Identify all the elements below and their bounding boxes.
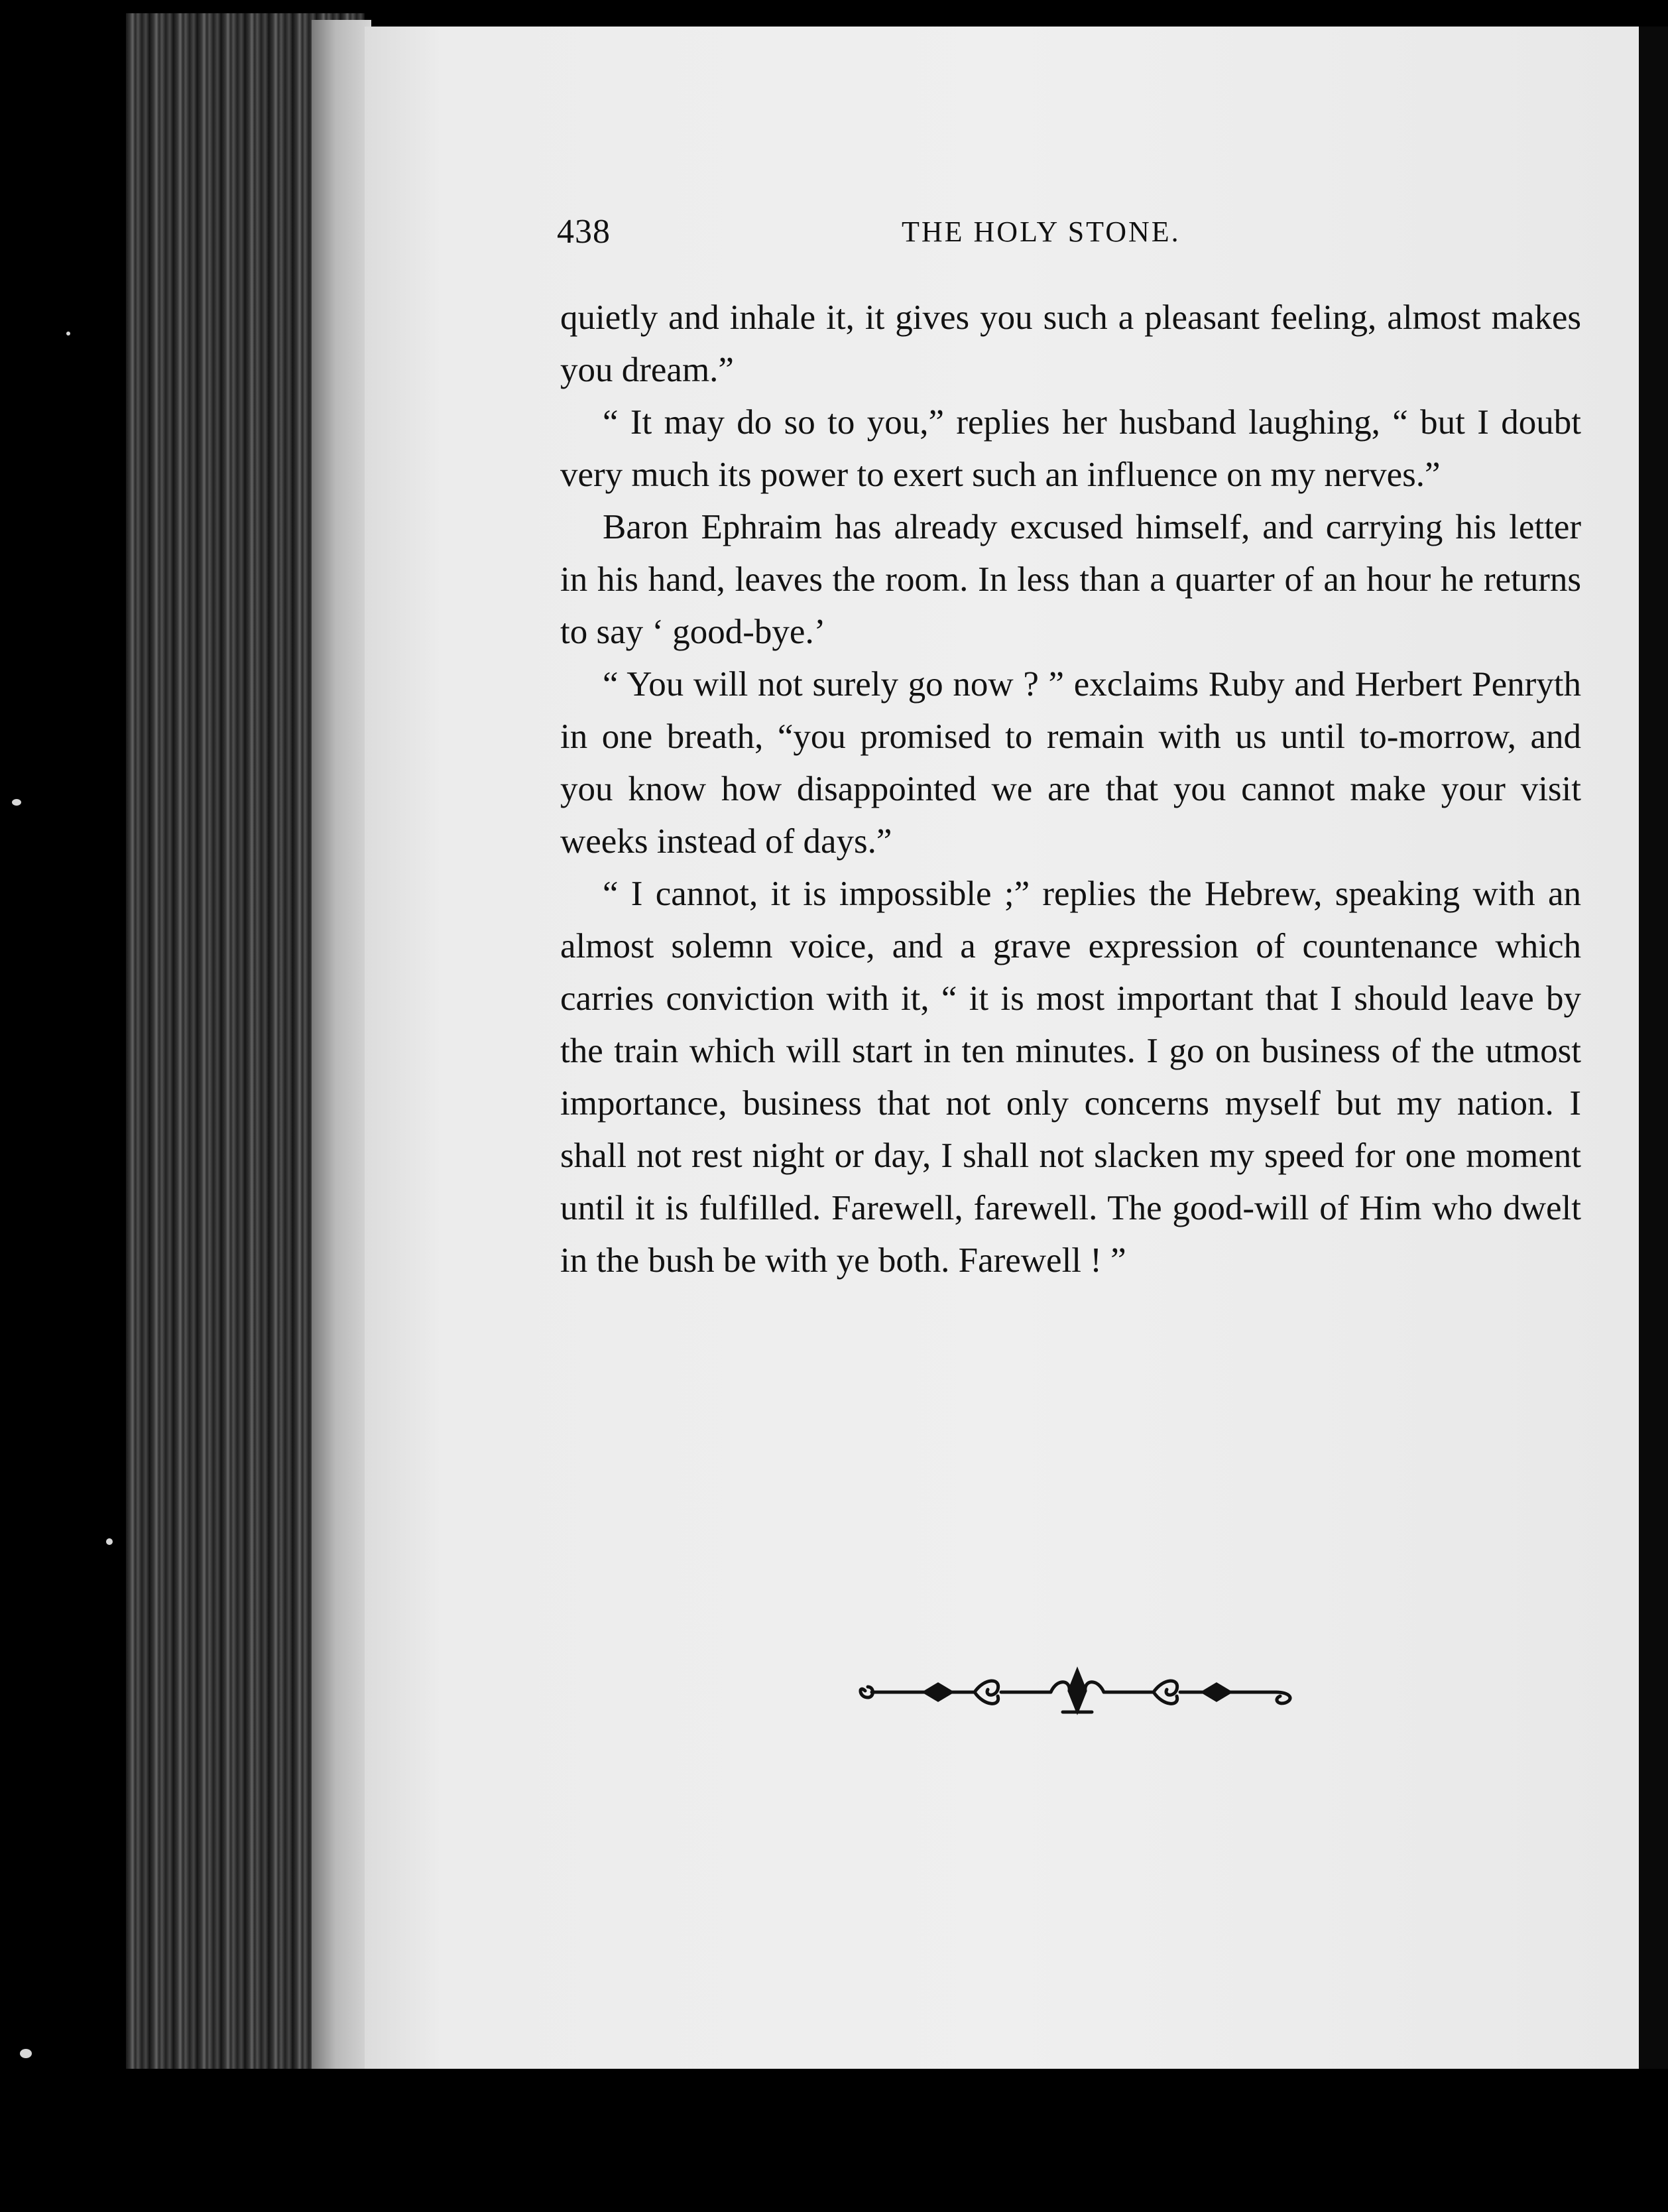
running-head	[557, 212, 1273, 265]
paragraph: “ It may do so to you,” replies her husband laughing, “ but I doubt very much its power to exert such an influence on my nerves.”	[560, 403, 1581, 494]
dust-speck	[12, 799, 21, 806]
paragraph: “ You will not surely go now ? ” exclaims Ruby and Herbert Penryth in one breath, “you promised to remain with us until to-morrow, and you know how disappointed we are that you cannot make your visit weeks instead of days.”	[560, 665, 1581, 861]
right-page-edge	[1639, 27, 1668, 2069]
page-number: 438	[557, 213, 611, 251]
tailpiece-ornament-icon	[852, 1658, 1303, 1724]
paragraph: “ I cannot, it is impossible ;” replies the Hebrew, speaking with an almost solemn voice, and a grave expression of countenance which carries conviction with it, “ it is most important that I should leave by the train which will start in ten minutes. I go on business of the utmost importance, business that not only concerns myself but my nation. I shall not rest night or day, I shall not slacken my speed for one moment until it is fulfilled. Farewell, farewell. The good-will of Him who dwelt in the bush be with ye both. Farewell ! ”	[560, 875, 1581, 1280]
paragraph: Baron Ephraim has already excused himself, and carrying his letter in his hand, leaves the room. In less than a quarter of an hour he returns to say ‘ good-bye.’	[560, 508, 1581, 651]
body-text	[560, 292, 1581, 1287]
paragraph: quietly and inhale it, it gives you such a pleasant feeling, almost makes you dream.”	[560, 298, 1581, 389]
book-title: THE HOLY STONE.	[902, 215, 1181, 248]
dust-speck	[66, 332, 70, 336]
dust-speck	[20, 2049, 32, 2058]
dust-speck	[106, 1538, 113, 1545]
page-gutter-shadow	[312, 20, 371, 2069]
